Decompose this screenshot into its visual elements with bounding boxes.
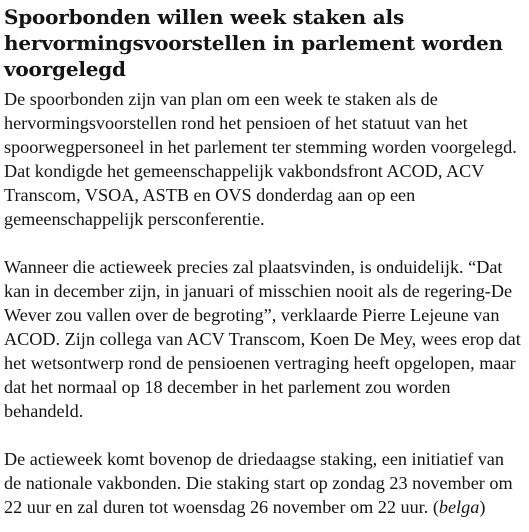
article-paragraph-3: [4, 447, 524, 519]
news-article: [4, 4, 524, 519]
source-open-paren: (: [432, 497, 439, 517]
source-credit: belga: [438, 497, 480, 517]
source-close-paren: ): [479, 497, 486, 517]
article-paragraph-3-text: De actieweek komt bovenop de driedaagse staking, een initiatief van de nationale vakbonden. Die staking start op zondag 23 november om 22 uur en zal duren tot woensdag 26 november om 22 uur.: [4, 449, 513, 517]
article-headline: Spoorbonden willen week staken als hervormingsvoorstellen in parlement worden voorgelegd: [4, 5, 503, 81]
article-paragraph-1: De spoorbonden zijn van plan om een week te staken als de hervormingsvoorstellen rond het pensioen of het statuut van het spoorwegpersoneel in het parlement ter stemming worden voorgelegd. Dat kondigde het gemeenschappelijk vakbondsfront ACOD, ACV Transcom, VSOA, ASTB en OVS donderdag aan op een gemeenschappelijk persconferentie.: [4, 89, 517, 229]
article-paragraph-2: Wanneer die actieweek precies zal plaatsvinden, is onduidelijk. “Dat kan in december zijn, in januari of misschien nooit als de regering-De Wever zou vallen over de begroting”, verklaarde Pierre Lejeune van ACOD. Zijn collega van ACV Transcom, Koen De Mey, wees erop dat het wetsontwerp rond de pensioenen vertraging heeft opgelopen, maar dat het normaal op 18 december in het parlement zou worden behandeld.: [4, 257, 521, 421]
